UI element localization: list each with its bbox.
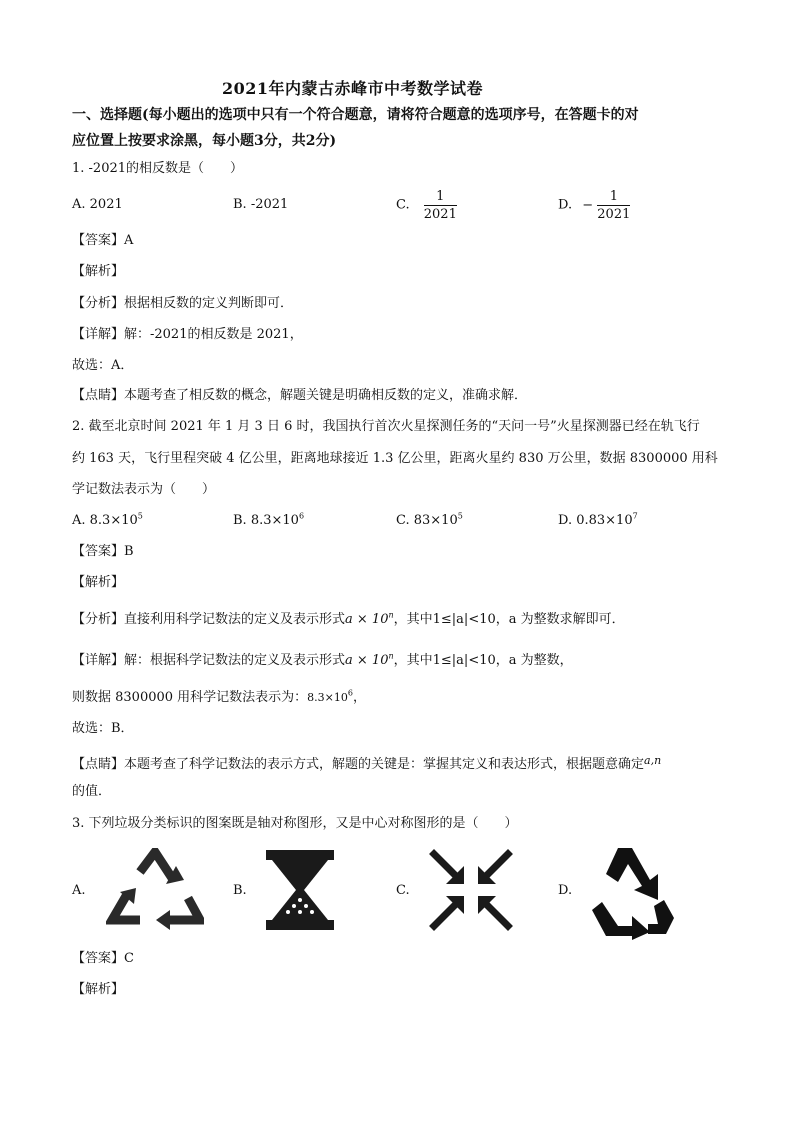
section-header-line1: 一、选择题(每小题出的选项中只有一个符合题意，请将符合题意的选项序号，在答题卡的对 <box>72 107 639 123</box>
q2-result-value: 8.3×10 <box>307 691 348 704</box>
q1-analysis: 【分析】根据相反数的定义判断即可． <box>72 296 294 311</box>
q2-analysis-exponent: n <box>388 610 394 620</box>
q3-option-b-hourglass-icon <box>264 848 336 932</box>
q2-analysis-text-c: ，a 为整数求解即可． <box>495 612 625 627</box>
q1-option-d-numerator: 1 <box>597 188 630 206</box>
q2-option-c <box>396 512 463 530</box>
q3-option-c-arrows-icon <box>428 848 514 932</box>
q1-option-c-label: C. <box>396 197 410 213</box>
q2-option-d-base: D. 0.83×10 <box>558 513 633 528</box>
q2-stem-line3: 学记数法表示为（ ） <box>72 482 216 497</box>
q1-option-a: A. 2021 <box>72 197 123 212</box>
q1-detail: 【详解】解：-2021的相反数是 2021， <box>72 327 303 342</box>
q2-stem-line2: 约 163 天，飞行里程突破 4 亿公里，距离地球接近 1.3 亿公里，距离火星约 830 万公里，数据 8300000 用科 <box>72 451 718 466</box>
q2-stem-line1: 2. 截至北京时间 2021 年 1 月 3 日 6 时，我国执行首次火星探测任务的“天问一号”火星探测器已经在轨飞行 <box>72 419 700 434</box>
q3-option-d-label: D. <box>558 883 573 898</box>
q3-stem: 3. 下列垃圾分类标识的图案既是轴对称图形，又是中心对称图形的是（ ） <box>72 816 518 831</box>
q2-comment-line1 <box>72 752 661 774</box>
q2-analysis-text-b: ，其中 <box>393 612 433 627</box>
page-title: 2021年内蒙古赤峰市中考数学试卷 <box>222 79 484 98</box>
q2-option-b-base: B. 8.3×10 <box>233 513 299 528</box>
q1-option-d-label: D. <box>558 197 573 213</box>
q1-option-d <box>558 188 630 223</box>
q2-answer: 【答案】B <box>72 544 134 559</box>
q2-option-d-exponent: 7 <box>632 511 638 521</box>
q1-option-c <box>396 188 457 223</box>
q2-detail-text-c: ，a 为整数， <box>495 653 573 668</box>
q1-option-c-fraction <box>424 188 457 223</box>
q2-detail-formula: a × 10 <box>345 653 389 668</box>
q2-option-c-exponent: 5 <box>457 511 463 521</box>
q2-detail-text-a: 【详解】解：根据科学记数法的定义及表示形式 <box>72 653 346 668</box>
q2-analysis-text-a: 【分析】直接利用科学记数法的定义及表示形式 <box>72 612 346 627</box>
q2-option-a-exponent: 5 <box>137 511 143 521</box>
q2-option-a <box>72 512 143 530</box>
section-header-line2: 应位置上按要求涂黑，每小题3分，共2分) <box>72 133 337 149</box>
q2-result <box>72 689 366 707</box>
q3-option-a-recycle-icon <box>106 848 204 934</box>
q2-result-comma: ， <box>352 690 366 705</box>
q1-option-d-sign: − <box>582 197 594 213</box>
q2-analysis-range: 1≤|a|<10 <box>432 612 496 627</box>
q2-detail-range: 1≤|a|<10 <box>432 653 496 668</box>
q2-analysis-label: 【解析】 <box>72 575 125 590</box>
q2-option-b-exponent: 6 <box>298 511 305 521</box>
q2-comment-line2: 的值． <box>72 784 112 799</box>
q2-detail-text-b: ，其中 <box>393 653 433 668</box>
q2-analysis <box>72 611 625 629</box>
q3-option-a-label: A. <box>72 883 86 898</box>
q1-option-d-denominator: 2021 <box>597 207 631 222</box>
q2-option-c-base: C. 83×10 <box>396 513 458 528</box>
q2-option-b <box>233 512 304 530</box>
q1-option-d-fraction <box>597 188 630 223</box>
q1-analysis-label: 【解析】 <box>72 264 125 279</box>
q3-option-d-recycle-icon <box>588 844 676 942</box>
q2-result-exponent: 6 <box>347 688 353 698</box>
q1-choose: 故选：A． <box>72 358 134 373</box>
q1-option-c-numerator: 1 <box>424 188 457 206</box>
q3-option-b-label: B. <box>233 883 247 898</box>
q1-stem: 1. -2021的相反数是（ ） <box>72 161 244 176</box>
q3-analysis-label: 【解析】 <box>72 982 125 997</box>
q2-detail <box>72 652 573 670</box>
q1-option-b: B. -2021 <box>233 197 289 212</box>
q1-option-c-denominator: 2021 <box>423 207 457 222</box>
q2-option-d <box>558 512 638 530</box>
q2-comment-vars: a,n <box>644 754 662 767</box>
q3-answer: 【答案】C <box>72 951 134 966</box>
q2-option-a-base: A. 8.3×10 <box>72 513 138 528</box>
q2-analysis-formula: a × 10 <box>345 612 389 627</box>
q2-comment-text: 【点睛】本题考查了科学记数法的表示方式，解题的关键是：掌握其定义和表达形式，根据题意确定 <box>72 757 645 772</box>
q2-detail-exponent: n <box>388 651 394 661</box>
q3-option-c-label: C. <box>396 883 410 898</box>
q2-result-text: 则数据 8300000 用科学记数法表示为： <box>72 690 308 705</box>
q2-choose: 故选：B． <box>72 721 134 736</box>
q1-answer: 【答案】A <box>72 233 134 248</box>
q1-comment: 【点睛】本题考查了相反数的概念，解题关键是明确相反数的定义，准确求解． <box>72 388 528 403</box>
